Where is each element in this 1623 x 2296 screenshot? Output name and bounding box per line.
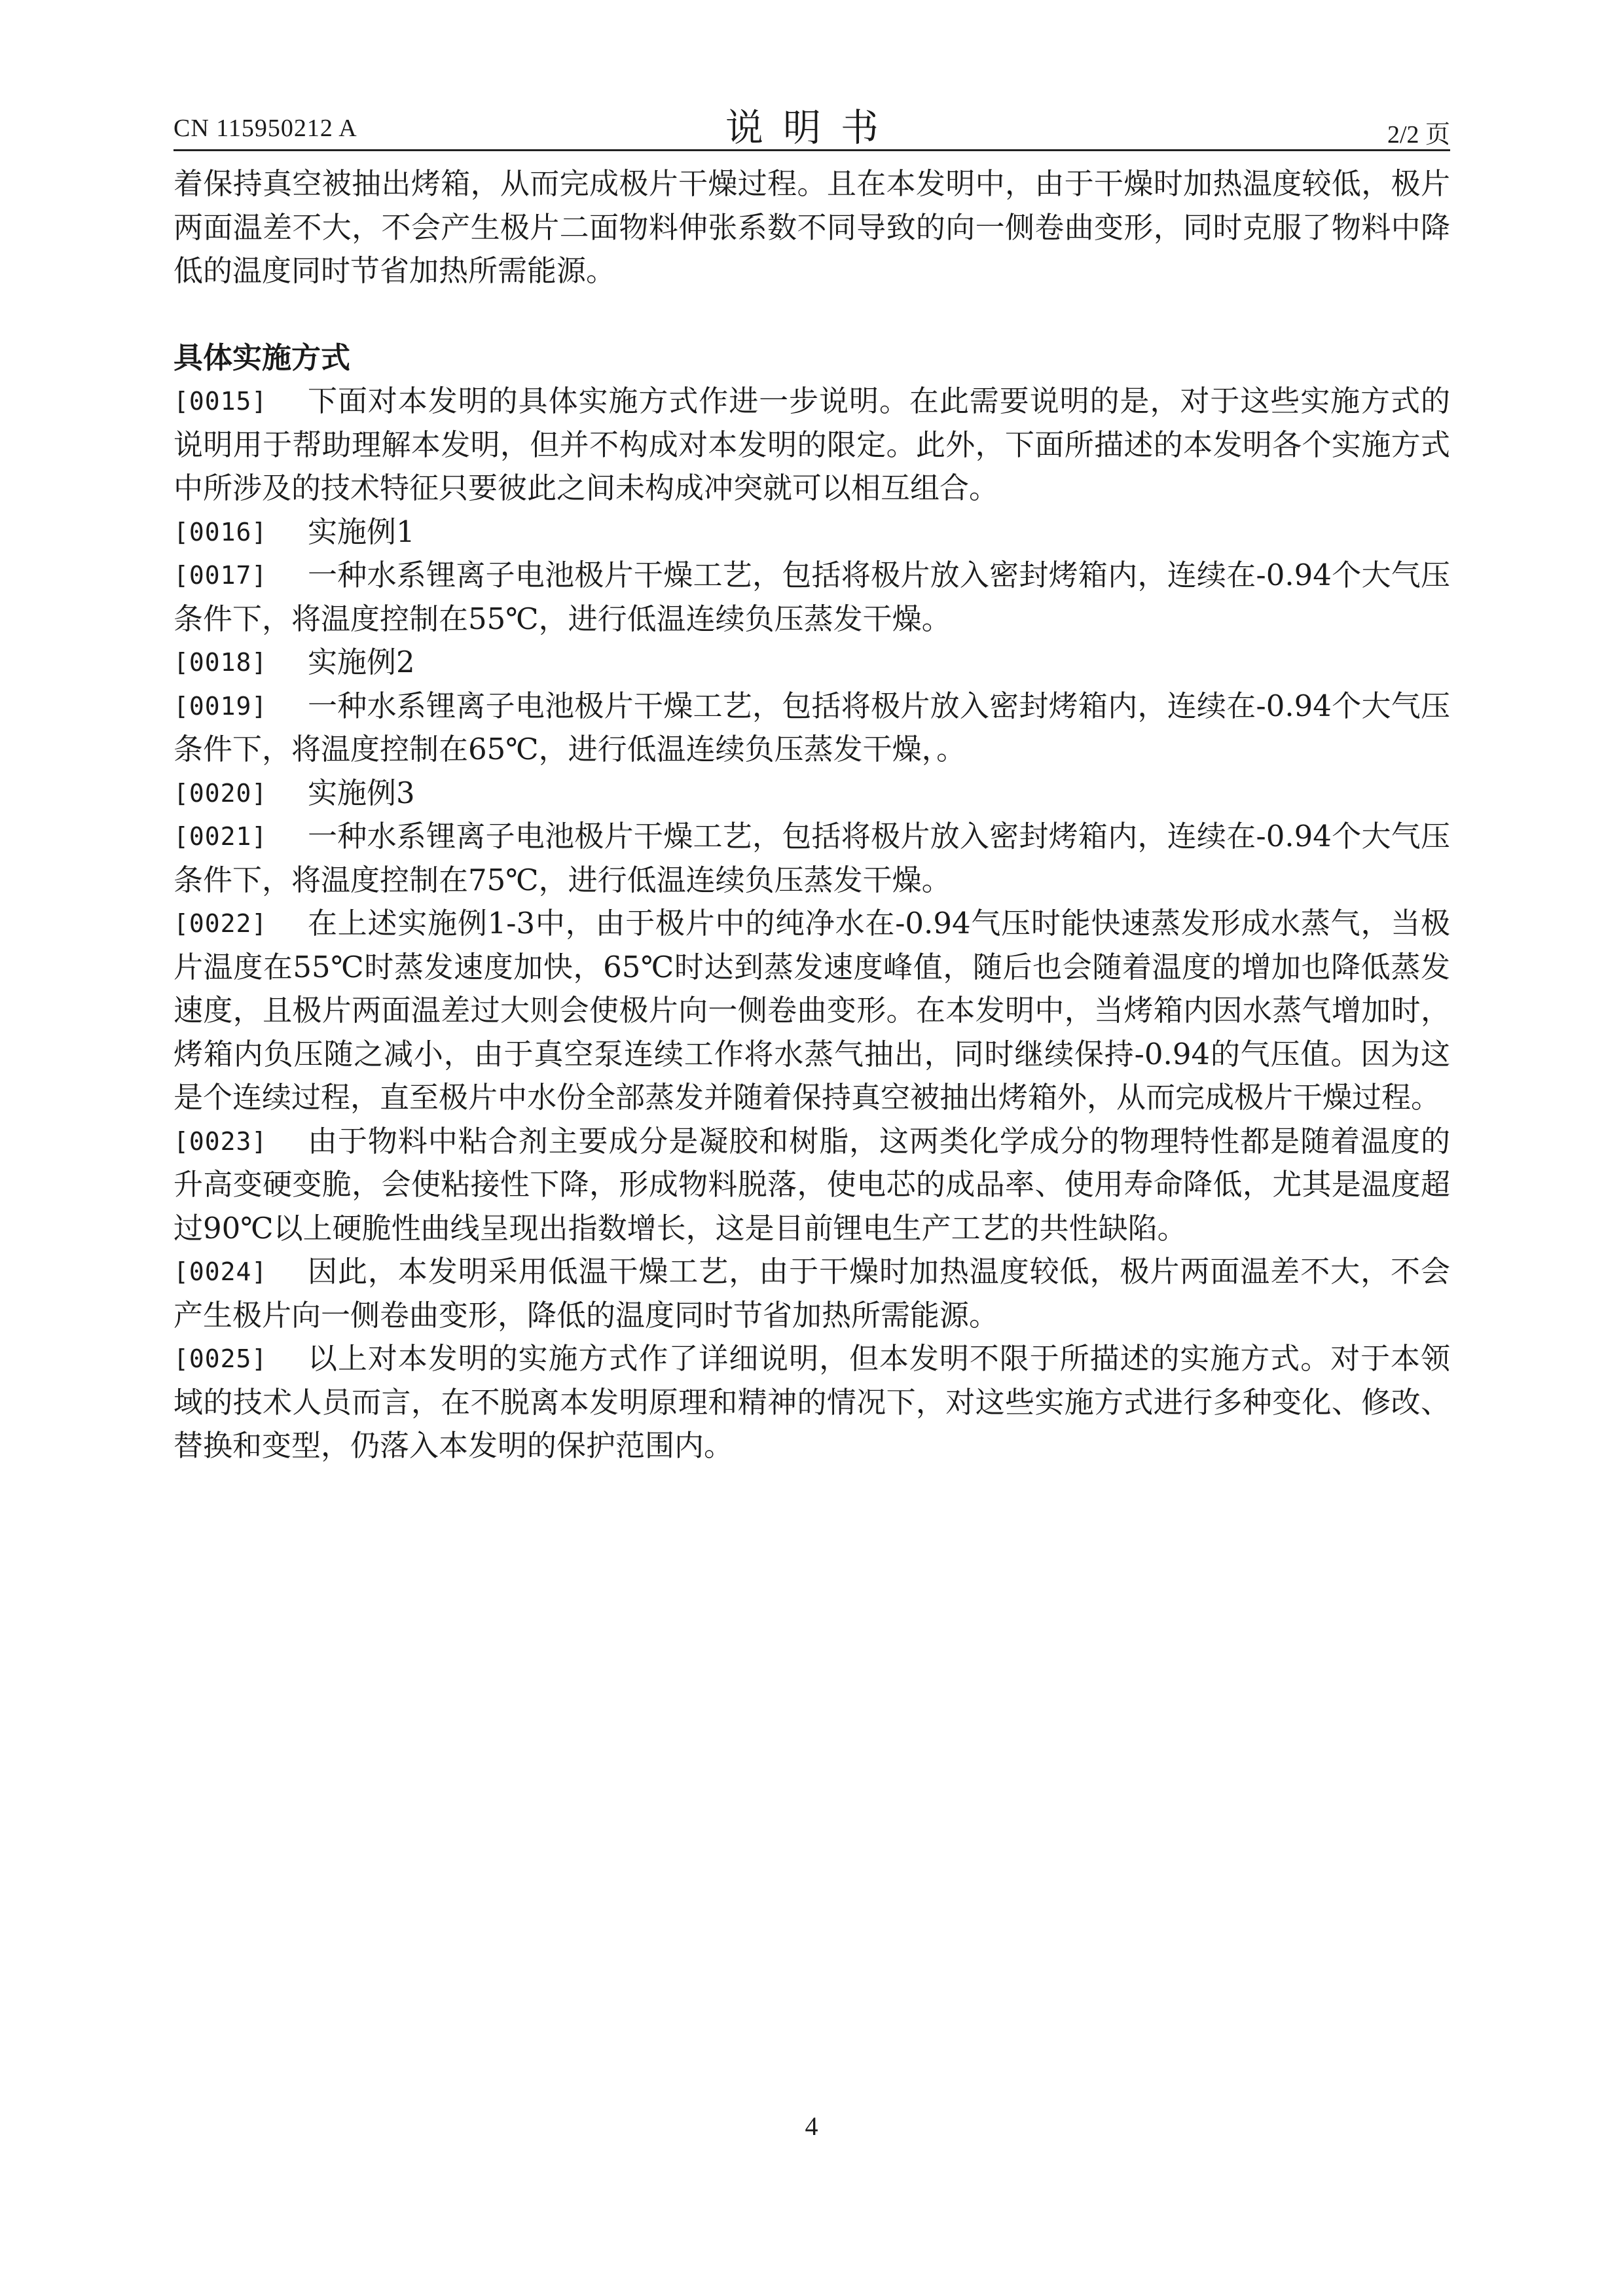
header-divider <box>173 149 1450 151</box>
paragraph-text: 下面对本发明的具体实施方式作进一步说明。在此需要说明的是，对于这些实施方式的说明用于帮助理解本发明，但并不构成对本发明的限定。此外，下面所描述的本发明各个实施方式中所涉及的技术特征只要彼此之间未构成冲突就可以相互组合。 <box>173 384 1450 505</box>
paragraph-number: [0019] <box>173 691 268 721</box>
paragraph-0021 <box>173 815 1450 902</box>
paragraph-0019 <box>173 685 1450 772</box>
paragraph-text: 一种水系锂离子电池极片干燥工艺，包括将极片放入密封烤箱内，连续在-0.94个大气压条件下，将温度控制在75℃，进行低温连续负压蒸发干燥。 <box>173 819 1450 897</box>
paragraph-number: [0015] <box>173 387 268 416</box>
paragraph-number: [0023] <box>173 1126 268 1156</box>
paragraph-number: [0024] <box>173 1257 268 1286</box>
paragraph-number: [0017] <box>173 561 268 590</box>
paragraph-text: 实施例3 <box>308 775 415 810</box>
paragraph-0018 <box>173 641 1450 685</box>
paragraph-0016 <box>173 511 1450 554</box>
paragraph-number: [0020] <box>173 778 268 808</box>
section-heading: 具体实施方式 <box>173 340 351 375</box>
paragraph-0024 <box>173 1250 1450 1337</box>
paragraph-number: [0018] <box>173 648 268 677</box>
paragraph-text: 在上述实施例1-3中，由于极片中的纯净水在-0.94气压时能快速蒸发形成水蒸气，当极片温度在55℃时蒸发速度加快，65℃时达到蒸发速度峰值，随后也会随着温度的增加也降低蒸发速度，且极片两面温差过大则会使极片向一侧卷曲变形。在本发明中，当烤箱内因水蒸气增加时，烤箱内负压随之减小，由于真空泵连续工作将水蒸气抽出，同时继续保持-0.94的气压值。因为这是个连续过程，直至极片中水份全部蒸发并随着保持真空被抽出烤箱外，从而完成极片干燥过程。 <box>173 906 1450 1115</box>
paragraph-text: 由于物料中粘合剂主要成分是凝胶和树脂，这两类化学成分的物理特性都是随着温度的升高变硬变脆，会使粘接性下降，形成物料脱落，使电芯的成品率、使用寿命降低，尤其是温度超过90℃以上硬脆性曲线呈现出指数增长，这是目前锂电生产工艺的共性缺陷。 <box>173 1123 1450 1246</box>
document-title: 说明书 <box>725 105 898 150</box>
paragraph-0022 <box>173 902 1450 1120</box>
publication-number: CN 115950212 A <box>173 115 357 142</box>
page-header <box>173 92 1450 151</box>
paragraph-0023 <box>173 1120 1450 1251</box>
continuation-paragraph: 着保持真空被抽出烤箱，从而完成极片干燥过程。且在本发明中，由于干燥时加热温度较低，极片两面温差不大，不会产生极片二面物料伸张系数不同导致的向一侧卷曲变形，同时克服了物料中降低的温度同时节省加热所需能源。 <box>173 166 1450 288</box>
document-body <box>173 162 1450 1468</box>
paragraph-text: 一种水系锂离子电池极片干燥工艺，包括将极片放入密封烤箱内，连续在-0.94个大气压条件下，将温度控制在65℃，进行低温连续负压蒸发干燥，。 <box>173 688 1450 766</box>
paragraph-0015 <box>173 380 1450 511</box>
paragraph-number: [0025] <box>173 1344 268 1373</box>
paragraph-text: 实施例2 <box>308 645 415 679</box>
page-number: 4 <box>805 2111 818 2141</box>
paragraph-0020 <box>173 772 1450 816</box>
paragraph-number: [0021] <box>173 822 268 851</box>
page-count: 2/2 页 <box>1387 121 1450 149</box>
paragraph-0017 <box>173 554 1450 641</box>
paragraph-text: 因此，本发明采用低温干燥工艺，由于干燥时加热温度较低，极片两面温差不大，不会产生极片向一侧卷曲变形，降低的温度同时节省加热所需能源。 <box>173 1254 1450 1333</box>
paragraph-text: 一种水系锂离子电池极片干燥工艺，包括将极片放入密封烤箱内，连续在-0.94个大气压条件下，将温度控制在55℃，进行低温连续负压蒸发干燥。 <box>173 558 1450 636</box>
paragraph-number: [0016] <box>173 517 268 547</box>
paragraph-0025 <box>173 1337 1450 1468</box>
paragraph-number: [0022] <box>173 909 268 938</box>
paragraph-text: 以上对本发明的实施方式作了详细说明，但本发明不限于所描述的实施方式。对于本领域的技术人员而言，在不脱离本发明原理和精神的情况下，对这些实施方式进行多种变化、修改、替换和变型，仍落入本发明的保护范围内。 <box>173 1341 1450 1463</box>
paragraph-text: 实施例1 <box>308 514 415 549</box>
